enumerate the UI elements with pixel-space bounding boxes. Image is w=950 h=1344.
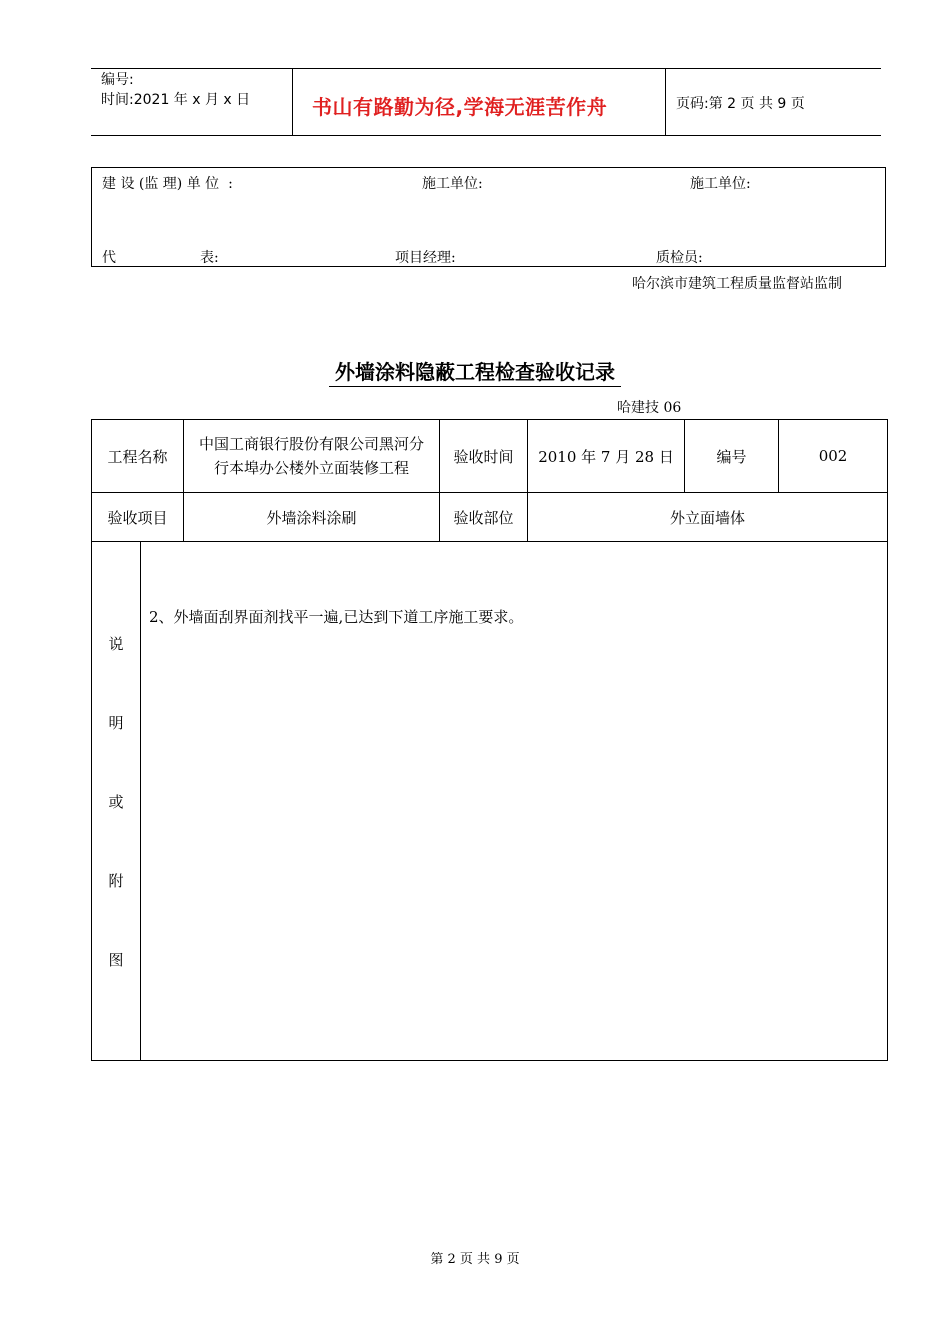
inspection-item-value: 外墙涂料涂刷 <box>184 493 440 542</box>
builder-label-2: 施工单位: <box>690 176 751 192</box>
inspection-time-label: 验收时间 <box>440 420 528 493</box>
quality-inspector-label: 质检员: <box>656 250 703 266</box>
page-footer: 第 2 页 共 9 页 <box>430 1252 520 1267</box>
table-row <box>92 420 888 493</box>
header-bottom-rule <box>91 135 881 136</box>
description-label-char: 图 <box>108 950 124 969</box>
description-label <box>92 542 141 1061</box>
construction-unit-label: 建 设 (监 理) 单 位 : <box>102 176 233 192</box>
header-time: 时间:2021 年 x 月 x 日 <box>101 92 251 108</box>
project-name-label: 工程名称 <box>92 420 184 493</box>
description-label-char: 说 <box>108 634 124 653</box>
inspection-time-value: 2010 年 7 月 28 日 <box>528 420 685 493</box>
builder-label-1: 施工单位: <box>422 176 483 192</box>
description-label-char: 或 <box>108 792 124 811</box>
signature-box <box>91 167 886 267</box>
header-page-info: 页码:第 2 页 共 9 页 <box>676 96 805 112</box>
inspection-form-table <box>91 419 888 1061</box>
description-label-char: 明 <box>108 713 124 732</box>
supervision-note: 哈尔滨市建筑工程质量监督站监制 <box>632 276 842 292</box>
table-row <box>92 493 888 542</box>
table-row <box>92 542 888 1061</box>
representative-char-1: 代 <box>102 250 116 266</box>
representative-char-2: 表: <box>200 250 219 266</box>
header-divider-right <box>665 68 666 135</box>
inspection-part-label: 验收部位 <box>440 493 528 542</box>
project-manager-label: 项目经理: <box>395 250 456 266</box>
number-label: 编号 <box>685 420 779 493</box>
project-name-value: 中国工商银行股份有限公司黑河分行本埠办公楼外立面装修工程 <box>184 420 440 493</box>
form-code: 哈建技 06 <box>617 400 682 416</box>
description-label-char: 附 <box>108 871 124 890</box>
number-value: 002 <box>779 420 888 493</box>
header-top-rule <box>91 68 881 69</box>
inspection-part-value: 外立面墙体 <box>528 493 888 542</box>
description-text: 2、外墙面刮界面剂找平一遍,已达到下道工序施工要求。 <box>149 608 524 626</box>
description-cell <box>141 542 888 1061</box>
form-title: 外墙涂料隐蔽工程检查验收记录 <box>0 356 950 385</box>
inspection-item-label: 验收项目 <box>92 493 184 542</box>
header-number-label: 编号: <box>101 72 134 88</box>
header-divider-left <box>292 68 293 135</box>
header-motto: 书山有路勤为径,学海无涯苦作舟 <box>312 95 608 119</box>
